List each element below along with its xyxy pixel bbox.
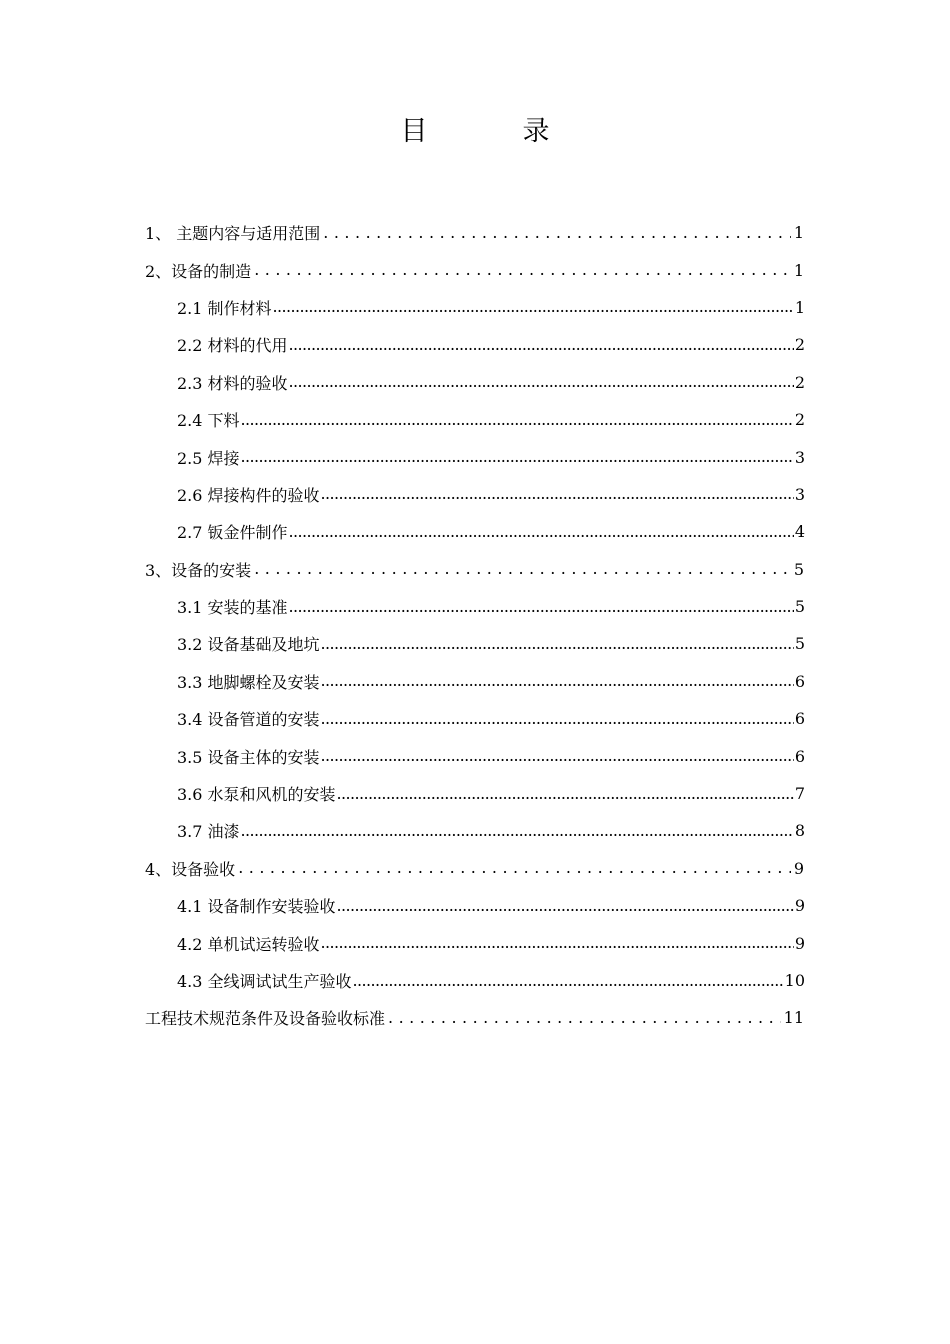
toc-entry-label: 工程技术规范条件及设备验收标准 bbox=[145, 1006, 385, 1029]
toc-dot-leader bbox=[321, 746, 794, 766]
toc-entry[interactable] bbox=[0, 625, 805, 662]
toc-entry-label: 4.1 设备制作安装验收 bbox=[177, 894, 336, 917]
toc-entry-page-number: 1 bbox=[793, 260, 804, 280]
page-title: 目 录 bbox=[400, 116, 584, 147]
toc-entry-label: 3.6 水泵和风机的安装 bbox=[177, 782, 336, 805]
toc-entry[interactable] bbox=[0, 812, 805, 849]
toc-entry-label: 2.1 制作材料 bbox=[177, 296, 272, 319]
toc-entry-page-number: 3 bbox=[794, 484, 805, 504]
toc-entry[interactable] bbox=[0, 289, 805, 326]
toc-dot-leader bbox=[321, 634, 794, 654]
toc-entry-page-number: 2 bbox=[794, 372, 805, 392]
toc-entry[interactable] bbox=[0, 775, 805, 812]
toc-entry-page-number: 1 bbox=[793, 223, 804, 243]
toc-entry-label: 3.5 设备主体的安装 bbox=[177, 745, 320, 768]
toc-entry[interactable] bbox=[0, 326, 805, 363]
toc-dot-leader bbox=[337, 784, 794, 804]
toc-entry-label: 4、设备验收 bbox=[145, 857, 235, 880]
toc-dot-leader bbox=[323, 223, 791, 243]
toc-entry[interactable] bbox=[0, 737, 805, 774]
toc-entry-page-number: 3 bbox=[794, 447, 805, 467]
toc-entry-label: 4.2 单机试运转验收 bbox=[177, 932, 320, 955]
toc-entry-page-number: 6 bbox=[794, 709, 805, 729]
toc-dot-leader bbox=[388, 1008, 781, 1028]
toc-dot-leader bbox=[321, 671, 794, 691]
toc-dot-leader bbox=[289, 335, 794, 355]
toc-entry-label: 3.7 油漆 bbox=[177, 819, 240, 842]
toc-dot-leader bbox=[353, 971, 784, 991]
toc-dot-leader bbox=[241, 447, 794, 467]
toc-entry[interactable] bbox=[0, 251, 804, 288]
table-of-contents bbox=[0, 214, 950, 1037]
toc-dot-leader bbox=[241, 410, 794, 430]
toc-entry-label: 3.3 地脚螺栓及安装 bbox=[177, 670, 320, 693]
toc-dot-leader bbox=[289, 372, 794, 392]
toc-entry[interactable] bbox=[0, 924, 805, 961]
toc-dot-leader bbox=[321, 484, 794, 504]
toc-entry[interactable] bbox=[0, 663, 805, 700]
toc-entry[interactable] bbox=[0, 999, 804, 1036]
toc-entry-label: 2.2 材料的代用 bbox=[177, 333, 288, 356]
toc-entry-page-number: 7 bbox=[794, 784, 805, 804]
toc-entry-page-number: 4 bbox=[794, 522, 805, 542]
toc-entry-page-number: 1 bbox=[794, 297, 805, 317]
toc-entry[interactable] bbox=[0, 588, 805, 625]
toc-entry[interactable] bbox=[0, 364, 805, 401]
toc-entry-page-number: 10 bbox=[784, 971, 805, 990]
toc-entry-label: 2、设备的制造 bbox=[145, 259, 251, 282]
toc-dot-leader bbox=[321, 709, 794, 729]
toc-entry-label: 2.5 焊接 bbox=[177, 446, 240, 469]
toc-entry-label: 1、 主题内容与适用范围 bbox=[145, 221, 320, 244]
toc-entry-page-number: 9 bbox=[794, 896, 805, 916]
toc-entry[interactable] bbox=[0, 551, 804, 588]
toc-entry-page-number: 8 bbox=[794, 821, 805, 841]
toc-entry-page-number: 2 bbox=[794, 335, 805, 355]
toc-entry[interactable] bbox=[0, 476, 805, 513]
toc-dot-leader bbox=[273, 297, 794, 317]
toc-entry[interactable] bbox=[0, 401, 805, 438]
toc-entry-page-number: 6 bbox=[794, 671, 805, 691]
toc-entry-page-number: 5 bbox=[793, 559, 804, 579]
toc-dot-leader bbox=[254, 559, 791, 579]
toc-entry[interactable] bbox=[0, 887, 805, 924]
toc-entry-page-number: 11 bbox=[783, 1008, 804, 1028]
toc-dot-leader bbox=[254, 260, 791, 280]
toc-entry[interactable] bbox=[0, 962, 805, 999]
toc-entry[interactable] bbox=[0, 214, 804, 251]
toc-entry[interactable] bbox=[0, 850, 804, 887]
toc-dot-leader bbox=[289, 522, 794, 542]
toc-entry-label: 3、设备的安装 bbox=[145, 558, 251, 581]
toc-entry-page-number: 6 bbox=[794, 746, 805, 766]
toc-entry[interactable] bbox=[0, 700, 805, 737]
toc-entry-page-number: 9 bbox=[794, 933, 805, 953]
toc-entry-label: 2.3 材料的验收 bbox=[177, 371, 288, 394]
toc-entry[interactable] bbox=[0, 513, 805, 550]
toc-entry-page-number: 5 bbox=[794, 634, 805, 654]
toc-entry-label: 3.1 安装的基准 bbox=[177, 595, 288, 618]
toc-entry-label: 3.4 设备管道的安装 bbox=[177, 707, 320, 730]
toc-dot-leader bbox=[289, 597, 794, 617]
toc-dot-leader bbox=[238, 858, 791, 878]
toc-entry[interactable] bbox=[0, 438, 805, 475]
toc-entry-label: 2.7 钣金件制作 bbox=[177, 520, 288, 543]
toc-entry-label: 2.6 焊接构件的验收 bbox=[177, 483, 320, 506]
toc-dot-leader bbox=[321, 933, 794, 953]
toc-entry-label: 2.4 下料 bbox=[177, 408, 240, 431]
toc-entry-page-number: 2 bbox=[794, 410, 805, 430]
toc-entry-label: 4.3 全线调试试生产验收 bbox=[177, 969, 352, 992]
toc-dot-leader bbox=[337, 896, 794, 916]
toc-entry-label: 3.2 设备基础及地坑 bbox=[177, 632, 320, 655]
toc-entry-page-number: 5 bbox=[794, 597, 805, 617]
toc-entry-page-number: 9 bbox=[793, 858, 804, 878]
toc-dot-leader bbox=[241, 821, 794, 841]
